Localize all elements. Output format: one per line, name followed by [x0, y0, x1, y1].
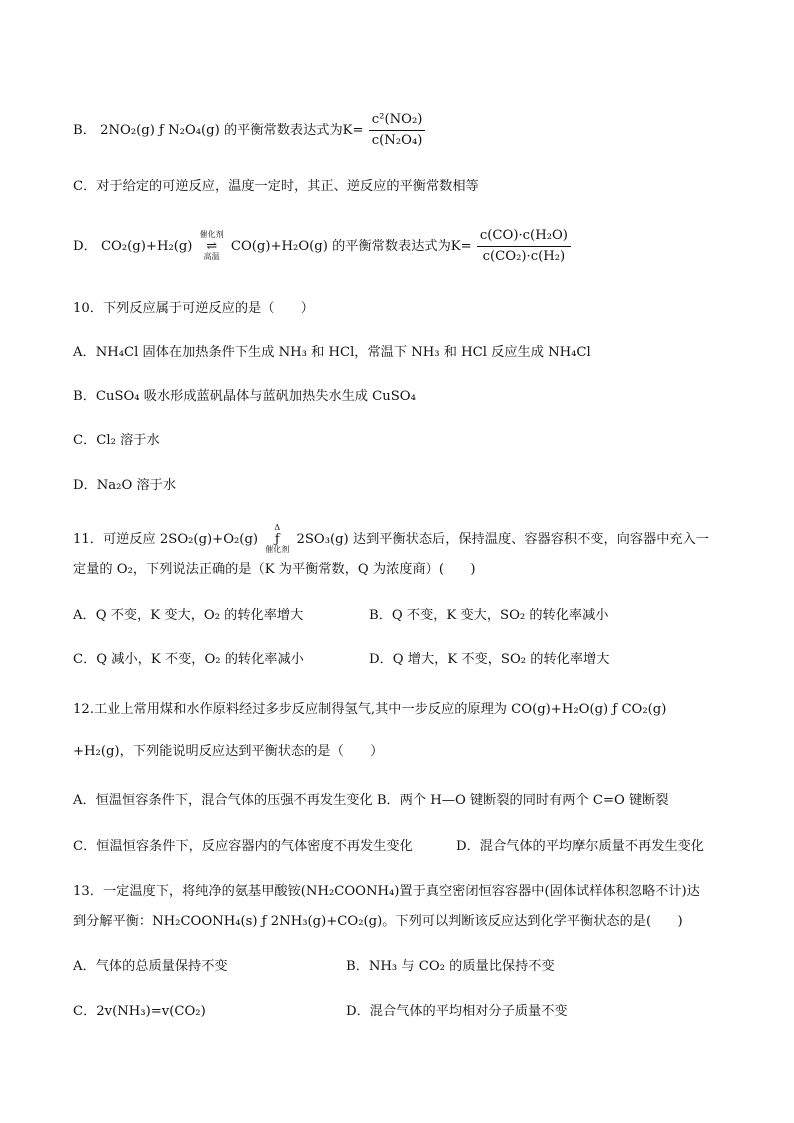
q13-option-a: A．气体的总质量保持不变 — [73, 959, 228, 974]
q10-option-b: B．CuSO₄ 吸水形成蓝矾晶体与蓝矾加热失水生成 CuSO₄ — [73, 389, 416, 404]
q12-option-d: D．混合气体的平均摩尔质量不再发生变化 — [456, 839, 704, 854]
q11-arrow — [265, 524, 289, 555]
q9-option-b-reaction: 2NO₂(g) ƒ N₂O₄(g) — [100, 122, 220, 138]
q9-option-d-text: 的平衡常数表达式为K= — [332, 238, 472, 254]
q9-option-d-numerator: c(CO)·c(H₂O) — [477, 228, 571, 247]
q12-stem-line1: 12.工业上常用煤和水作原料经过多步反应制得氢气,其中一步反应的原理为 CO(g)+H₂O(g) ƒ CO₂(g) — [73, 702, 667, 717]
q11-option-a: A．Q 不变，K 变大，O₂ 的转化率增大 — [73, 608, 304, 623]
q9-option-c: C．对于给定的可逆反应，温度一定时，其正、逆反应的平衡常数相等 — [73, 179, 479, 194]
q9-option-b-fraction — [369, 112, 426, 149]
q13-option-b: B．NH₃ 与 CO₂ 的质量比保持不变 — [346, 959, 555, 974]
q9-option-d — [73, 228, 572, 265]
q9-option-d-arrow-top: 催化剂 — [199, 230, 224, 240]
q9-option-b-numerator: c²(NO₂) — [369, 112, 426, 131]
q9-option-b-text: 的平衡常数表达式为K= — [223, 122, 364, 138]
q11-stem-part2: 2SO₃(g) 达到平衡状态后，保持温度、容器容积不变，向容器中充入一 — [296, 531, 709, 547]
q13-stem-line1: 13．一定温度下，将纯净的氨基甲酸铵(NH₂COONH₄)置于真空密闭恒容容器中(固体试样体积忽略不计)达 — [73, 884, 700, 899]
q13-option-d: D．混合气体的平均相对分子质量不变 — [346, 1004, 568, 1019]
q9-option-d-arrow-bottom: 高温 — [203, 251, 220, 261]
q12-option-c: C．恒温恒容条件下，反应容器内的气体密度不再发生变化 — [73, 839, 413, 854]
q9-option-d-reactants: CO₂(g)+H₂(g) — [100, 238, 193, 254]
q10-option-c: C．Cl₂ 溶于水 — [73, 433, 160, 448]
q11-arrow-bottom: 催化剂 — [265, 544, 290, 554]
q11-stem-part1: 11．可逆反应 2SO₂(g)+O₂(g) — [73, 531, 259, 547]
q9-option-d-arrow — [200, 231, 224, 262]
q9-option-d-denominator: c(CO₂)·c(H₂) — [482, 248, 566, 264]
q9-option-d-fraction — [477, 228, 571, 265]
q9-option-d-arrow-symbol: ⇌ — [206, 238, 218, 254]
q11-arrow-top: Δ — [274, 523, 281, 532]
q9-option-b-denominator: c(N₂O₄) — [371, 132, 423, 148]
q9-option-d-prefix: D． — [73, 238, 97, 254]
q9-option-d-products: CO(g)+H₂O(g) — [230, 238, 328, 254]
q11-option-c: C．Q 减小，K 不变，O₂ 的转化率减小 — [73, 652, 304, 667]
q11-option-b: B．Q 不变，K 变大，SO₂ 的转化率减小 — [369, 608, 609, 623]
q12-option-ab: A．恒温恒容条件下，混合气体的压强不再发生变化 B．两个 H—O 键断裂的同时有两个 C=O 键断裂 — [73, 793, 669, 808]
q12-stem-line2: +H₂(g)，下列能说明反应达到平衡状态的是（ ） — [73, 744, 384, 759]
q11-arrow-symbol: ƒ — [274, 531, 280, 547]
q9-option-b-prefix: B． — [73, 122, 96, 138]
q9-option-b — [73, 112, 426, 149]
q10-stem: 10．下列反应属于可逆反应的是（ ） — [73, 301, 314, 316]
q11-stem-line1 — [73, 524, 709, 555]
q13-stem-line2: 到分解平衡：NH₂COONH₄(s) ƒ 2NH₃(g)+CO₂(g)。下列可以判断该反应达到化学平衡状态的是( ) — [73, 914, 683, 929]
q11-option-d: D．Q 增大，K 不变，SO₂ 的转化率增大 — [369, 652, 610, 667]
q13-option-c: C．2v(NH₃)=v(CO₂) — [73, 1004, 206, 1019]
q11-stem-line2: 定量的 O₂，下列说法正确的是（K 为平衡常数，Q 为浓度商）( ) — [73, 562, 476, 577]
q10-option-a: A．NH₄Cl 固体在加热条件下生成 NH₃ 和 HCl，常温下 NH₃ 和 HCl 反应生成 NH₄Cl — [73, 345, 591, 360]
q10-option-d: D．Na₂O 溶于水 — [73, 478, 177, 493]
